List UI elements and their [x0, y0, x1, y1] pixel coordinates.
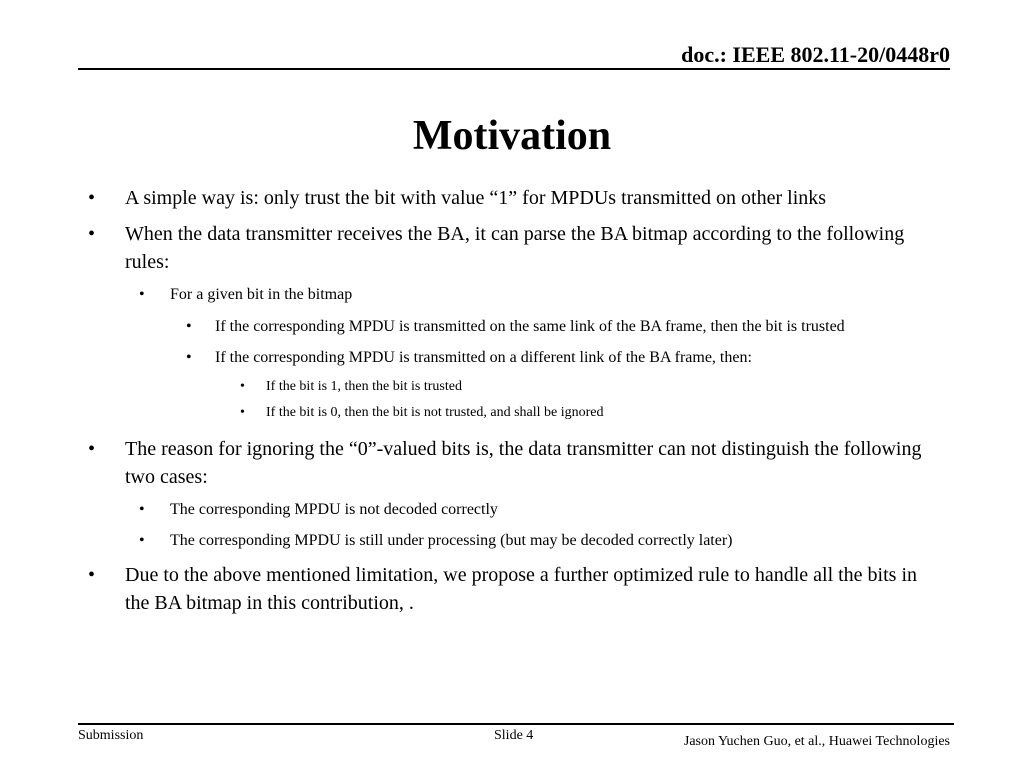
bullet-marker: • [186, 349, 192, 366]
bullet-text: For a given bit in the bitmap [170, 286, 353, 303]
slide-title: Motivation [412, 113, 612, 159]
header-divider [78, 68, 950, 70]
footer-author: Jason Yuchen Guo, et al., Huawei Technologies [683, 734, 950, 749]
bullet-text: The corresponding MPDU is not decoded correctly [170, 501, 498, 518]
bullet-marker: • [88, 223, 96, 245]
bullet-text: If the bit is 0, then the bit is not trusted, and shall be ignored [266, 405, 604, 420]
bullet-marker: • [240, 405, 245, 420]
bullet-text: The reason for ignoring the “0”-valued bits is, the data transmitter can not distinguish the following two cases: [125, 438, 922, 488]
bullet-level4-item [78, 403, 938, 423]
footer-divider [78, 723, 954, 725]
bullet-level1-item [78, 220, 938, 276]
slide-body [78, 184, 938, 625]
bullet-text: A simple way is: only trust the bit with value “1” for MPDUs transmitted on other links [125, 187, 827, 209]
bullet-level1-item [78, 561, 938, 617]
bullet-level1-item [78, 184, 938, 212]
bullet-marker: • [240, 379, 245, 394]
bullet-text: The corresponding MPDU is still under processing (but may be decoded correctly later) [170, 532, 733, 549]
bullet-marker: • [88, 187, 96, 209]
footer-submission: Submission [78, 728, 144, 743]
bullet-marker: • [186, 318, 192, 335]
bullet-marker: • [88, 564, 96, 586]
slide-number: Slide 4 [494, 728, 534, 743]
bullet-marker: • [139, 532, 145, 549]
bullet-text: Due to the above mentioned limitation, we propose a further optimized rule to handle all the bits in the BA bitmap in this contribution, . [125, 564, 918, 614]
bullet-text: If the corresponding MPDU is transmitted on a different link of the BA frame, then: [215, 349, 752, 366]
document-id: doc.: IEEE 802.11-20/0448r0 [681, 42, 950, 67]
bullet-level2-item [78, 284, 938, 306]
bullet-level4-item [78, 377, 938, 397]
bullet-text: If the corresponding MPDU is transmitted on the same link of the BA frame, then the bit is trusted [215, 318, 845, 335]
bullet-text: When the data transmitter receives the BA, it can parse the BA bitmap according to the following rules: [125, 223, 905, 273]
bullet-level3-item [78, 315, 938, 339]
bullet-marker: • [88, 438, 96, 460]
bullet-marker: • [139, 501, 145, 518]
bullet-marker: • [139, 286, 145, 303]
bullet-level2-item [78, 530, 938, 552]
bullet-level3-item [78, 346, 938, 370]
bullet-level1-item [78, 435, 938, 491]
bullet-level2-item [78, 499, 938, 521]
bullet-text: If the bit is 1, then the bit is trusted [266, 379, 462, 394]
